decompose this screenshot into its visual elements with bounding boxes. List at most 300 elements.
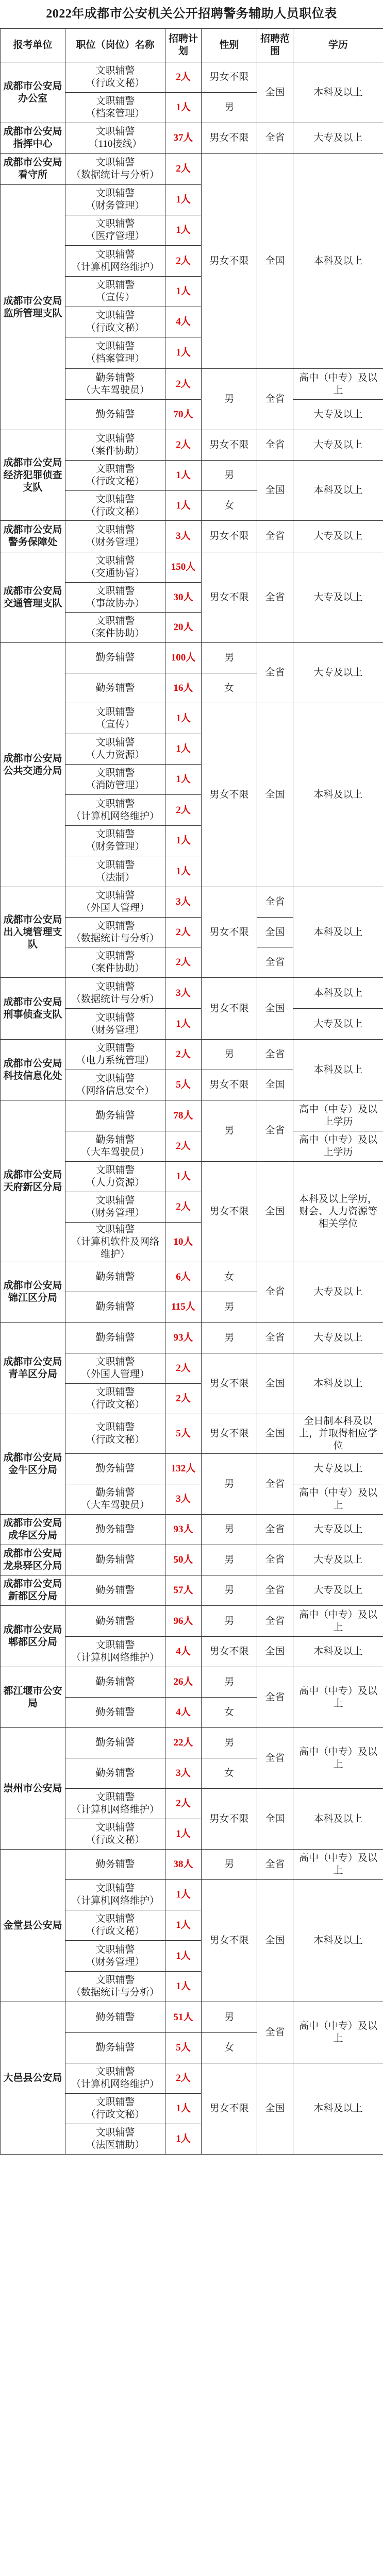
post-cell: 勤务辅警 xyxy=(65,1728,165,1758)
scope-cell: 全国 xyxy=(257,461,293,521)
gender-cell: 男女不限 xyxy=(202,552,257,643)
scope-cell: 全国 xyxy=(257,2063,293,2155)
count-cell: 5人 xyxy=(165,2033,202,2063)
scope-cell: 全国 xyxy=(257,62,293,123)
scope-cell: 全省 xyxy=(257,123,293,154)
count-cell: 1人 xyxy=(165,765,202,795)
unit-cell: 成都市公安局出入境管理支队 xyxy=(1,887,65,978)
gender-cell: 男 xyxy=(202,369,257,430)
post-cell: 文职辅警 （医疗管理） xyxy=(65,215,165,246)
edu-cell: 本科及以上 xyxy=(293,62,383,123)
count-cell: 1人 xyxy=(165,856,202,887)
post-cell: 文职辅警 （人力资源） xyxy=(65,1162,165,1192)
count-cell: 1人 xyxy=(165,93,202,123)
gender-cell: 男 xyxy=(202,1515,257,1545)
count-cell: 3人 xyxy=(165,1758,202,1789)
scope-cell: 全省 xyxy=(257,430,293,461)
gender-cell: 女 xyxy=(202,1262,257,1292)
count-cell: 2人 xyxy=(165,947,202,978)
post-cell: 文职辅警 （计算机网络维护） xyxy=(65,795,165,826)
unit-cell: 成都市公安局科技信息化处 xyxy=(1,1040,65,1100)
post-cell: 文职辅警 （法制） xyxy=(65,856,165,887)
count-cell: 3人 xyxy=(165,978,202,1009)
post-cell: 勤务辅警 xyxy=(65,1100,165,1131)
count-cell: 1人 xyxy=(165,2124,202,2155)
edu-cell: 大专及以上 xyxy=(293,1515,383,1545)
gender-cell: 男 xyxy=(202,1850,257,1880)
count-cell: 1人 xyxy=(165,826,202,856)
unit-cell: 成都市公安局指挥中心 xyxy=(1,123,65,154)
unit-cell: 成都市公安局监所管理支队 xyxy=(1,185,65,430)
post-cell: 文职辅警 （财务管理） xyxy=(65,1009,165,1040)
table-row xyxy=(1,552,383,583)
post-cell: 勤务辅警 xyxy=(65,1262,165,1292)
count-cell: 1人 xyxy=(165,1972,202,2002)
unit-cell: 成都市公安局警务保障处 xyxy=(1,521,65,552)
edu-cell: 本科及以上 xyxy=(293,461,383,521)
edu-cell: 本科及以上 xyxy=(293,1353,383,1414)
post-cell: 勤务辅警 （大车驾驶员） xyxy=(65,369,165,400)
table-row xyxy=(1,1728,383,1758)
gender-cell: 女 xyxy=(202,491,257,521)
count-cell: 2人 xyxy=(165,369,202,400)
count-cell: 1人 xyxy=(165,337,202,369)
edu-cell: 高中（中专）及以上 xyxy=(293,1667,383,1728)
unit-cell: 成都市公安局办公室 xyxy=(1,62,65,123)
count-cell: 1人 xyxy=(165,491,202,521)
edu-cell: 本科及以上 xyxy=(293,154,383,369)
scope-cell: 全省 xyxy=(257,1515,293,1545)
count-cell: 1人 xyxy=(165,1009,202,1040)
table-row xyxy=(1,1545,383,1575)
edu-cell: 本科及以上 xyxy=(293,887,383,978)
post-cell: 文职辅警 （电力系统管理） xyxy=(65,1040,165,1070)
scope-cell: 全省 xyxy=(257,1728,293,1789)
count-cell: 20人 xyxy=(165,613,202,643)
count-cell: 10人 xyxy=(165,1223,202,1262)
post-cell: 勤务辅警 xyxy=(65,400,165,430)
scope-cell: 全国 xyxy=(257,154,293,369)
post-cell: 文职辅警 （行政文秘） xyxy=(65,307,165,337)
count-cell: 3人 xyxy=(165,887,202,918)
post-cell: 文职辅警 （案件协助） xyxy=(65,947,165,978)
count-cell: 70人 xyxy=(165,400,202,430)
edu-cell: 大专及以上 xyxy=(293,400,383,430)
edu-cell: 高中（中专）及以上 xyxy=(293,369,383,400)
gender-cell: 男女不限 xyxy=(202,430,257,461)
edu-cell: 大专及以上 xyxy=(293,521,383,552)
count-cell: 1人 xyxy=(165,1910,202,1941)
scope-cell: 全省 xyxy=(257,1606,293,1637)
post-cell: 勤务辅警 （大车驾驶员） xyxy=(65,1484,165,1515)
count-cell: 38人 xyxy=(165,1850,202,1880)
post-cell: 文职辅警 （行政文秘） xyxy=(65,1384,165,1414)
unit-cell: 成都市公安局天府新区分局 xyxy=(1,1100,65,1262)
post-cell: 文职辅警 （外国人管理） xyxy=(65,887,165,918)
count-cell: 4人 xyxy=(165,1698,202,1728)
post-cell: 勤务辅警 xyxy=(65,1515,165,1545)
scope-cell: 全省 xyxy=(257,887,293,918)
table-row xyxy=(1,430,383,461)
table-row xyxy=(1,123,383,154)
post-cell: 文职辅警 （数据统计与分析） xyxy=(65,154,165,185)
scope-cell: 全省 xyxy=(257,1667,293,1728)
count-cell: 93人 xyxy=(165,1323,202,1353)
gender-cell: 女 xyxy=(202,673,257,703)
edu-cell: 本科及以上 xyxy=(293,978,383,1009)
unit-cell: 成都市公安局成华区分局 xyxy=(1,1515,65,1545)
scope-cell: 全国 xyxy=(257,1162,293,1262)
edu-cell: 大专及以上 xyxy=(293,1323,383,1353)
count-cell: 2人 xyxy=(165,1789,202,1819)
scope-cell: 全省 xyxy=(257,1040,293,1070)
post-cell: 文职辅警 （数据统计与分析） xyxy=(65,978,165,1009)
post-cell: 勤务辅警 xyxy=(65,1606,165,1637)
recruitment-table xyxy=(0,28,383,2155)
unit-cell: 成都市公安局交通管理支队 xyxy=(1,552,65,643)
post-cell: 文职辅警 （宣传） xyxy=(65,277,165,307)
gender-cell: 男 xyxy=(202,1606,257,1637)
post-cell: 勤务辅警 xyxy=(65,673,165,703)
scope-cell: 全国 xyxy=(257,1353,293,1414)
post-cell: 文职辅警 （人力资源） xyxy=(65,734,165,765)
post-cell: 文职辅警 （数据统计与分析） xyxy=(65,1972,165,2002)
edu-cell: 本科及以上 xyxy=(293,1040,383,1100)
count-cell: 2人 xyxy=(165,918,202,947)
count-cell: 4人 xyxy=(165,1637,202,1667)
count-cell: 1人 xyxy=(165,185,202,215)
count-cell: 3人 xyxy=(165,1484,202,1515)
gender-cell: 男女不限 xyxy=(202,978,257,1040)
scope-cell: 全国 xyxy=(257,1637,293,1667)
gender-cell: 男女不限 xyxy=(202,1353,257,1414)
unit-cell: 成都市公安局郫都区分局 xyxy=(1,1606,65,1667)
count-cell: 115人 xyxy=(165,1292,202,1323)
count-cell: 1人 xyxy=(165,1819,202,1850)
gender-cell: 男女不限 xyxy=(202,154,257,369)
table-row xyxy=(1,521,383,552)
scope-cell: 全国 xyxy=(257,1880,293,2002)
scope-cell: 全省 xyxy=(257,1850,293,1880)
scope-cell: 全省 xyxy=(257,1575,293,1606)
count-cell: 1人 xyxy=(165,1941,202,1972)
gender-cell: 男 xyxy=(202,1545,257,1575)
count-cell: 96人 xyxy=(165,1606,202,1637)
post-cell: 文职辅警 （宣传） xyxy=(65,703,165,734)
gender-cell: 男女不限 xyxy=(202,123,257,154)
table-row xyxy=(1,1323,383,1353)
table-row xyxy=(1,1100,383,1131)
scope-cell: 全国 xyxy=(257,1414,293,1454)
scope-cell: 全国 xyxy=(257,1789,293,1850)
table-row xyxy=(1,978,383,1009)
count-cell: 1人 xyxy=(165,1880,202,1910)
post-cell: 文职辅警 （计算机网络维护） xyxy=(65,1637,165,1667)
post-cell: 文职辅警 （案件协助） xyxy=(65,613,165,643)
count-cell: 22人 xyxy=(165,1728,202,1758)
post-cell: 文职辅警 （行政文秘） xyxy=(65,62,165,93)
unit-cell: 成都市公安局金牛区分局 xyxy=(1,1414,65,1515)
edu-cell: 大专及以上 xyxy=(293,1454,383,1484)
post-cell: 文职辅警 （网络信息安全） xyxy=(65,1070,165,1100)
count-cell: 1人 xyxy=(165,215,202,246)
count-cell: 1人 xyxy=(165,1162,202,1192)
scope-cell: 全省 xyxy=(257,1323,293,1353)
post-cell: 勤务辅警 xyxy=(65,1850,165,1880)
gender-cell: 男 xyxy=(202,643,257,673)
gender-cell: 男女不限 xyxy=(202,887,257,978)
scope-cell: 全省 xyxy=(257,2002,293,2063)
edu-cell: 大专及以上 xyxy=(293,430,383,461)
post-cell: 文职辅警 （事故协办） xyxy=(65,583,165,613)
scope-cell: 全国 xyxy=(257,1070,293,1100)
count-cell: 2人 xyxy=(165,1040,202,1070)
scope-cell: 全国 xyxy=(257,918,293,947)
count-cell: 132人 xyxy=(165,1454,202,1484)
unit-cell: 成都市公安局刑事侦查支队 xyxy=(1,978,65,1040)
post-cell: 文职辅警 （行政文秘） xyxy=(65,2094,165,2124)
edu-cell: 本科及以上 xyxy=(293,1789,383,1850)
gender-cell: 男 xyxy=(202,461,257,491)
count-cell: 6人 xyxy=(165,1262,202,1292)
edu-cell: 大专及以上 xyxy=(293,643,383,703)
gender-cell: 男 xyxy=(202,1323,257,1353)
count-cell: 2人 xyxy=(165,430,202,461)
gender-cell: 女 xyxy=(202,1698,257,1728)
post-cell: 文职辅警 （计算机软件及网络维护） xyxy=(65,1223,165,1262)
count-cell: 1人 xyxy=(165,461,202,491)
scope-cell: 全省 xyxy=(257,1454,293,1515)
scope-cell: 全省 xyxy=(257,947,293,978)
post-cell: 文职辅警 （财务管理） xyxy=(65,1941,165,1972)
count-cell: 2人 xyxy=(165,2063,202,2094)
edu-cell: 高中（中专）及以上学历 xyxy=(293,1131,383,1162)
post-cell: 文职辅警 （法医辅助） xyxy=(65,2124,165,2155)
count-cell: 2人 xyxy=(165,62,202,93)
edu-cell: 全日制本科及以上，并取得相应学位 xyxy=(293,1414,383,1454)
count-cell: 2人 xyxy=(165,1131,202,1162)
header-edu: 学历 xyxy=(293,29,383,62)
unit-cell: 崇州市公安局 xyxy=(1,1728,65,1850)
post-cell: 文职辅警 （行政文秘） xyxy=(65,461,165,491)
edu-cell: 大专及以上 xyxy=(293,1262,383,1323)
unit-cell: 成都市公安局龙泉驿区分局 xyxy=(1,1545,65,1575)
scope-cell: 全国 xyxy=(257,703,293,887)
scope-cell: 全省 xyxy=(257,643,293,703)
count-cell: 50人 xyxy=(165,1545,202,1575)
header-post: 职位（岗位）名称 xyxy=(65,29,165,62)
gender-cell: 男 xyxy=(202,1454,257,1515)
post-cell: 文职辅警 （数据统计与分析） xyxy=(65,918,165,947)
table-row xyxy=(1,154,383,185)
table-body xyxy=(1,62,383,2155)
post-cell: 文职辅警 （110接线） xyxy=(65,123,165,154)
table-row xyxy=(1,1414,383,1454)
gender-cell: 男女不限 xyxy=(202,62,257,93)
post-cell: 勤务辅警 xyxy=(65,643,165,673)
post-cell: 勤务辅警 xyxy=(65,1454,165,1484)
count-cell: 2人 xyxy=(165,1384,202,1414)
count-cell: 2人 xyxy=(165,795,202,826)
post-cell: 文职辅警 （档案管理） xyxy=(65,337,165,369)
edu-cell: 高中（中专）及以上学历 xyxy=(293,1100,383,1131)
gender-cell: 女 xyxy=(202,2033,257,2063)
count-cell: 37人 xyxy=(165,123,202,154)
header-unit: 报考单位 xyxy=(1,29,65,62)
post-cell: 文职辅警 （计算机网络维护） xyxy=(65,1789,165,1819)
table-row xyxy=(1,2002,383,2033)
edu-cell: 高中（中专）及以上 xyxy=(293,1484,383,1515)
header-count: 招聘计划 xyxy=(165,29,202,62)
scope-cell: 全国 xyxy=(257,978,293,1040)
edu-cell: 高中（中专）及以上 xyxy=(293,1606,383,1637)
table-row xyxy=(1,887,383,918)
post-cell: 文职辅警 （财务管理） xyxy=(65,521,165,552)
edu-cell: 大专及以上 xyxy=(293,1009,383,1040)
count-cell: 2人 xyxy=(165,1353,202,1384)
edu-cell: 高中（中专）及以上 xyxy=(293,1850,383,1880)
count-cell: 78人 xyxy=(165,1100,202,1131)
count-cell: 30人 xyxy=(165,583,202,613)
gender-cell: 男女不限 xyxy=(202,1789,257,1850)
edu-cell: 本科及以上学历，财会、人力资源等相关学位 xyxy=(293,1162,383,1262)
table-row xyxy=(1,1606,383,1637)
edu-cell: 本科及以上 xyxy=(293,1637,383,1667)
post-cell: 文职辅警 （计算机网络维护） xyxy=(65,1880,165,1910)
count-cell: 150人 xyxy=(165,552,202,583)
scope-cell: 全省 xyxy=(257,1100,293,1162)
post-cell: 文职辅警 （财务管理） xyxy=(65,185,165,215)
count-cell: 51人 xyxy=(165,2002,202,2033)
header-row xyxy=(1,29,383,62)
post-cell: 文职辅警 （案件协助） xyxy=(65,430,165,461)
post-cell: 文职辅警 （计算机网络维护） xyxy=(65,246,165,277)
gender-cell: 男女不限 xyxy=(202,1162,257,1262)
post-cell: 文职辅警 （消防管理） xyxy=(65,765,165,795)
gender-cell: 男女不限 xyxy=(202,703,257,887)
post-cell: 勤务辅警 xyxy=(65,2002,165,2033)
count-cell: 1人 xyxy=(165,734,202,765)
unit-cell: 成都市公安局看守所 xyxy=(1,154,65,185)
count-cell: 1人 xyxy=(165,2094,202,2124)
table-row xyxy=(1,1850,383,1880)
gender-cell: 男女不限 xyxy=(202,1880,257,2002)
post-cell: 勤务辅警 xyxy=(65,1545,165,1575)
table-row xyxy=(1,1040,383,1070)
count-cell: 5人 xyxy=(165,1070,202,1100)
gender-cell: 男 xyxy=(202,1040,257,1070)
count-cell: 4人 xyxy=(165,307,202,337)
table-row xyxy=(1,1667,383,1698)
scope-cell: 全省 xyxy=(257,369,293,430)
scope-cell: 全省 xyxy=(257,521,293,552)
post-cell: 勤务辅警 xyxy=(65,1292,165,1323)
post-cell: 文职辅警 （行政文秘） xyxy=(65,491,165,521)
table-row xyxy=(1,1262,383,1292)
edu-cell: 本科及以上 xyxy=(293,1880,383,2002)
post-cell: 勤务辅警 xyxy=(65,1667,165,1698)
table-row xyxy=(1,643,383,673)
post-cell: 勤务辅警 xyxy=(65,2033,165,2063)
edu-cell: 本科及以上 xyxy=(293,703,383,887)
post-cell: 文职辅警 （外国人管理） xyxy=(65,1353,165,1384)
count-cell: 2人 xyxy=(165,1192,202,1223)
gender-cell: 男 xyxy=(202,1728,257,1758)
header-gender: 性别 xyxy=(202,29,257,62)
count-cell: 1人 xyxy=(165,277,202,307)
unit-cell: 成都市公安局锦江区分局 xyxy=(1,1262,65,1323)
post-cell: 文职辅警 （财务管理） xyxy=(65,826,165,856)
scope-cell: 全省 xyxy=(257,1262,293,1323)
edu-cell: 本科及以上 xyxy=(293,2063,383,2155)
edu-cell: 大专及以上 xyxy=(293,1545,383,1575)
gender-cell: 男 xyxy=(202,93,257,123)
edu-cell: 高中（中专）及以上 xyxy=(293,2002,383,2063)
gender-cell: 男 xyxy=(202,1575,257,1606)
gender-cell: 男女不限 xyxy=(202,1637,257,1667)
post-cell: 文职辅警 （交通协管） xyxy=(65,552,165,583)
edu-cell: 大专及以上 xyxy=(293,552,383,643)
scope-cell: 全省 xyxy=(257,1545,293,1575)
gender-cell: 男女不限 xyxy=(202,1070,257,1100)
unit-cell: 成都市公安局公共交通分局 xyxy=(1,643,65,887)
gender-cell: 男女不限 xyxy=(202,521,257,552)
gender-cell: 男 xyxy=(202,1292,257,1323)
gender-cell: 男 xyxy=(202,1667,257,1698)
table-row xyxy=(1,62,383,93)
post-cell: 文职辅警 （行政文秘） xyxy=(65,1910,165,1941)
count-cell: 5人 xyxy=(165,1414,202,1454)
count-cell: 16人 xyxy=(165,673,202,703)
gender-cell: 男 xyxy=(202,2002,257,2033)
gender-cell: 女 xyxy=(202,1758,257,1789)
post-cell: 勤务辅警 xyxy=(65,1575,165,1606)
post-cell: 文职辅警 （档案管理） xyxy=(65,93,165,123)
count-cell: 100人 xyxy=(165,643,202,673)
edu-cell: 大专及以上 xyxy=(293,1575,383,1606)
post-cell: 文职辅警 （行政文秘） xyxy=(65,1414,165,1454)
header-scope: 招聘范围 xyxy=(257,29,293,62)
edu-cell: 大专及以上 xyxy=(293,123,383,154)
post-cell: 文职辅警 （行政文秘） xyxy=(65,1819,165,1850)
gender-cell: 男女不限 xyxy=(202,1414,257,1454)
scope-cell: 全省 xyxy=(257,552,293,643)
post-cell: 勤务辅警 xyxy=(65,1323,165,1353)
count-cell: 26人 xyxy=(165,1667,202,1698)
table-row xyxy=(1,1575,383,1606)
gender-cell: 男女不限 xyxy=(202,2063,257,2155)
count-cell: 93人 xyxy=(165,1515,202,1545)
post-cell: 文职辅警 （计算机网络维护） xyxy=(65,2063,165,2094)
unit-cell: 大邑县公安局 xyxy=(1,2002,65,2155)
post-cell: 勤务辅警 （大车驾驶员） xyxy=(65,1131,165,1162)
post-cell: 勤务辅警 xyxy=(65,1758,165,1789)
count-cell: 2人 xyxy=(165,246,202,277)
gender-cell: 男 xyxy=(202,1100,257,1162)
edu-cell: 高中（中专）及以上 xyxy=(293,1728,383,1789)
page-title: 2022年成都市公安机关公开招聘警务辅助人员职位表 xyxy=(46,7,337,21)
unit-cell: 成都市公安局新都区分局 xyxy=(1,1575,65,1606)
count-cell: 2人 xyxy=(165,154,202,185)
unit-cell: 成都市公安局青羊区分局 xyxy=(1,1323,65,1414)
count-cell: 1人 xyxy=(165,703,202,734)
unit-cell: 都江堰市公安局 xyxy=(1,1667,65,1728)
table-row xyxy=(1,1515,383,1545)
post-cell: 文职辅警 （财务管理） xyxy=(65,1192,165,1223)
unit-cell: 成都市公安局经济犯罪侦查支队 xyxy=(1,430,65,521)
post-cell: 勤务辅警 xyxy=(65,1698,165,1728)
count-cell: 3人 xyxy=(165,521,202,552)
